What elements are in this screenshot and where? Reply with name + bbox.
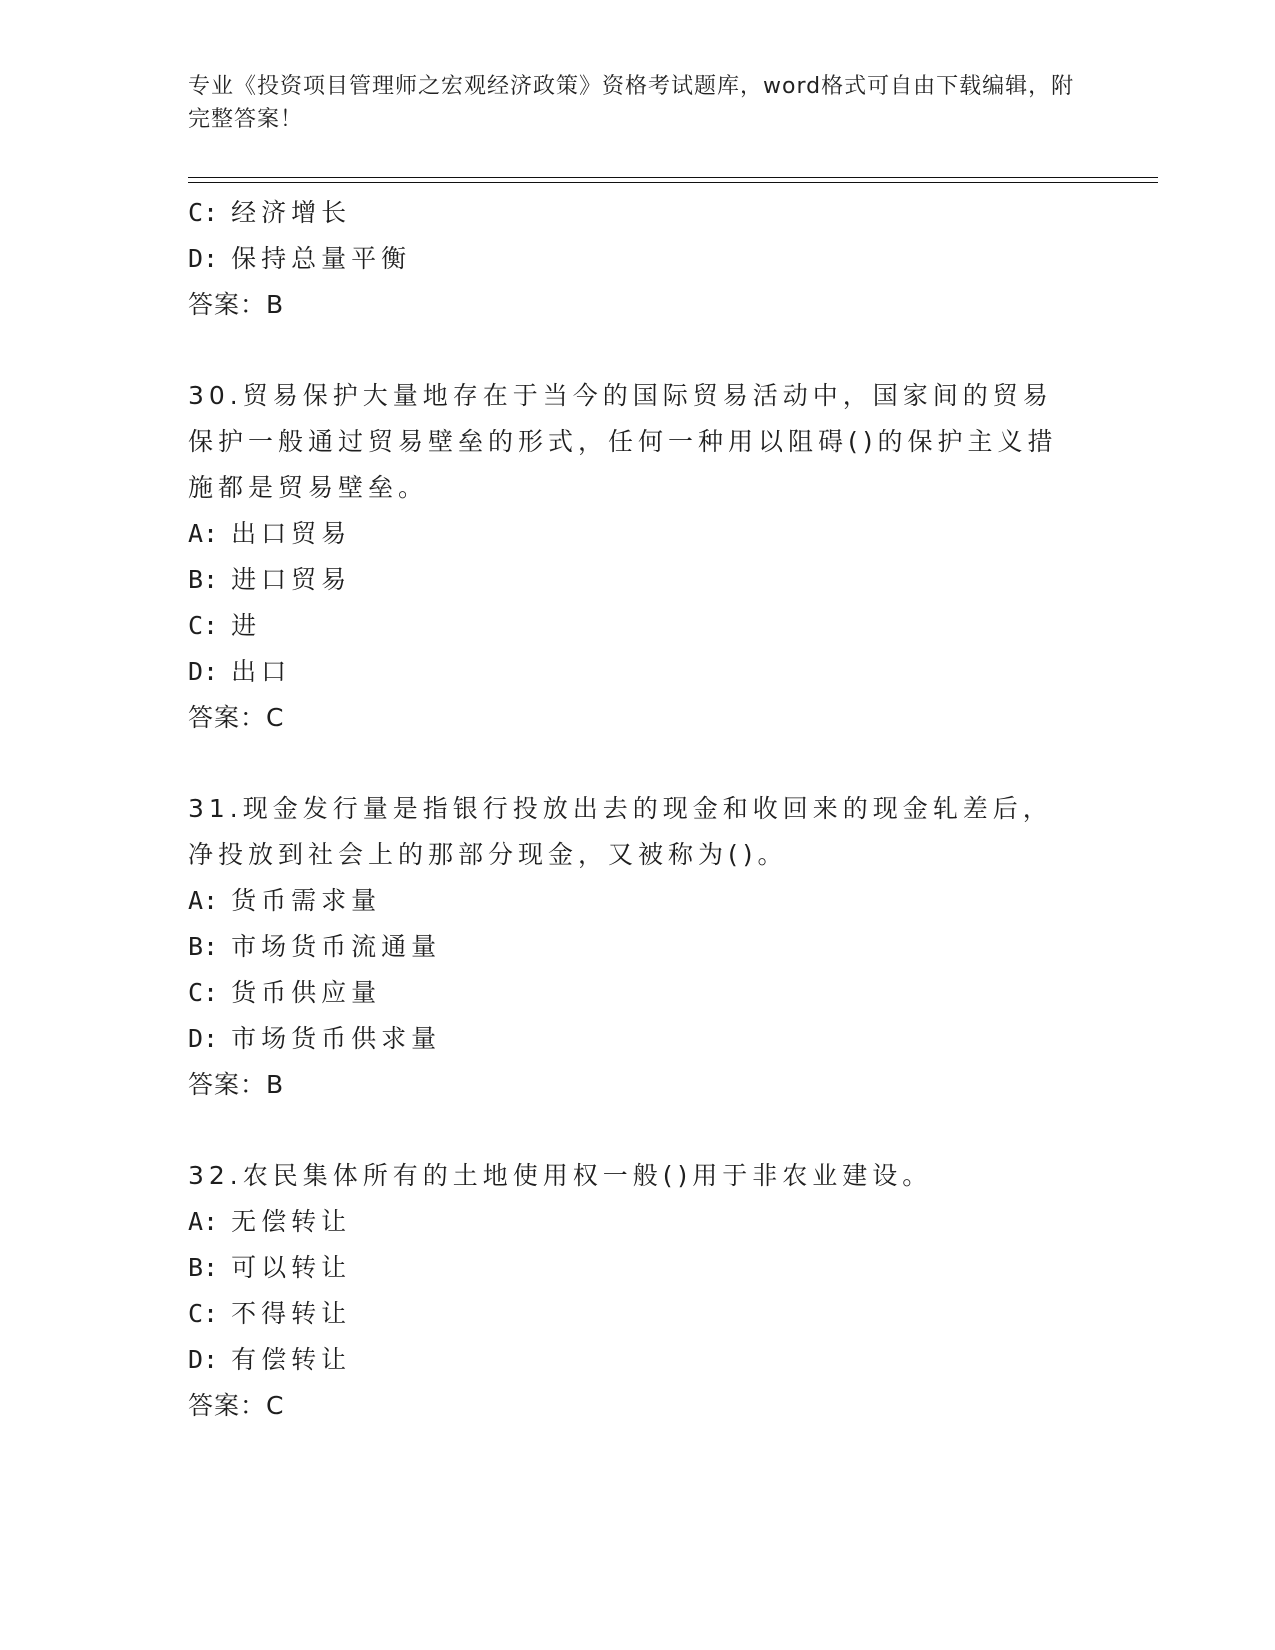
answer-line: 答案：C — [188, 703, 285, 732]
option-a: A: 货币需求量 — [188, 886, 382, 915]
option-a: A: 无偿转让 — [188, 1207, 352, 1236]
option-c: C: 进 — [188, 611, 262, 640]
option-c: C: 货币供应量 — [188, 978, 382, 1007]
option-c: C: 不得转让 — [188, 1299, 352, 1328]
answer-line: 答案：C — [188, 1391, 285, 1420]
option-b: B: 市场货币流通量 — [188, 932, 442, 961]
option-b: B: 进口贸易 — [188, 565, 352, 594]
header-rule-bottom — [188, 182, 1158, 183]
option-d: D: 市场货币供求量 — [188, 1024, 442, 1053]
answer-line: 答案：B — [188, 290, 285, 319]
question-text: 31.现金发行量是指银行投放出去的现金和收回来的现金轧差后，净投放到社会上的那部分现金，又被称为()。 — [188, 794, 1053, 869]
option-d: D: 保持总量平衡 — [188, 244, 412, 273]
option-b: B: 可以转让 — [188, 1253, 352, 1282]
document-header: 专业《投资项目管理师之宏观经济政策》资格考试题库，word格式可自由下载编辑，附完整答案！ — [188, 74, 1075, 132]
question-30 — [188, 373, 1088, 741]
option-d: D: 有偿转让 — [188, 1345, 352, 1374]
option-d: D: 出口 — [188, 657, 292, 686]
option-c: C: 经济增长 — [188, 198, 352, 227]
header-rule-top — [188, 177, 1158, 178]
question-32 — [188, 1153, 1088, 1429]
question-text: 32.农民集体所有的土地使用权一般()用于非农业建设。 — [188, 1161, 933, 1190]
answer-line: 答案：B — [188, 1070, 285, 1099]
question-31 — [188, 786, 1088, 1108]
prev-question-options — [188, 190, 1088, 328]
question-list — [188, 190, 1088, 1429]
question-text: 30.贸易保护大量地存在于当今的国际贸易活动中，国家间的贸易保护一般通过贸易壁垒的形式，任何一种用以阻碍()的保护主义措施都是贸易壁垒。 — [188, 381, 1058, 502]
option-a: A: 出口贸易 — [188, 519, 352, 548]
